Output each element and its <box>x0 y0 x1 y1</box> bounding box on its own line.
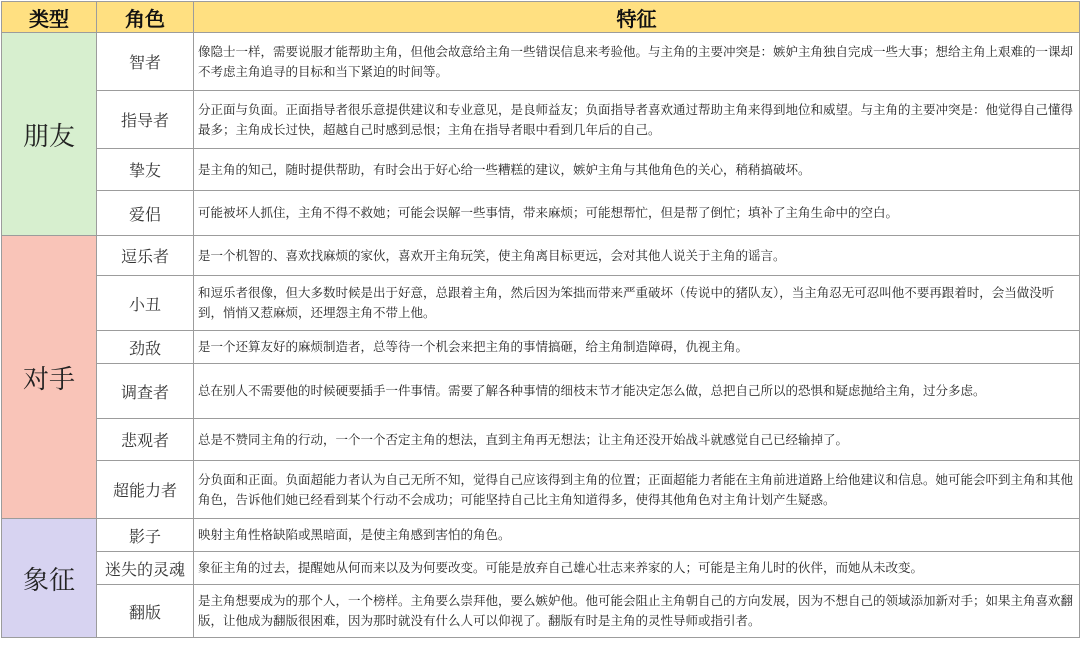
table-row <box>2 149 1080 191</box>
table-row <box>2 364 1080 419</box>
role-cell: 迷失的灵魂 <box>97 552 194 585</box>
feature-cell: 是主角想要成为的那个人，一个榜样。主角要么崇拜他，要么嫉妒他。他可能会阻止主角朝自己的方向发展，因为不想自己的领域添加新对手；如果主角喜欢翻版，让他成为翻版很困难，因为那时就没有什么人可以仰视了。翻版有时是主角的灵性导师或指引者。 <box>194 585 1080 638</box>
table-row <box>2 552 1080 585</box>
role-cell: 挚友 <box>97 149 194 191</box>
feature-cell: 总在别人不需要他的时候硬要插手一件事情。需要了解各种事情的细枝末节才能决定怎么做，总把自己所以的恐惧和疑虑抛给主角，过分多虑。 <box>194 364 1080 419</box>
feature-cell: 可能被坏人抓住，主角不得不救她；可能会误解一些事情，带来麻烦；可能想帮忙，但是帮了倒忙；填补了主角生命中的空白。 <box>194 191 1080 236</box>
table-row <box>2 331 1080 364</box>
role-cell: 超能力者 <box>97 461 194 519</box>
table-row <box>2 419 1080 461</box>
feature-cell: 像隐士一样，需要说服才能帮助主角，但他会故意给主角一些错误信息来考验他。与主角的主要冲突是：嫉妒主角独自完成一些大事；想给主角上艰难的一课却不考虑主角追寻的目标和当下紧迫的时间等。 <box>194 33 1080 91</box>
table-row <box>2 519 1080 552</box>
role-cell: 影子 <box>97 519 194 552</box>
feature-cell: 总是不赞同主角的行动，一个一个否定主角的想法，直到主角再无想法；让主角还没开始战斗就感觉自己已经输掉了。 <box>194 419 1080 461</box>
table-row <box>2 461 1080 519</box>
role-cell: 爱侣 <box>97 191 194 236</box>
table-row <box>2 33 1080 91</box>
feature-cell: 分负面和正面。负面超能力者认为自己无所不知，觉得自己应该得到主角的位置；正面超能力者能在主角前进道路上给他建议和信息。她可能会吓到主角和其他角色，告诉他们她已经看到某个行动不会成功；可能坚持自己比主角知道得多，使得其他角色对主角计划产生疑惑。 <box>194 461 1080 519</box>
type-cell-symbol: 象征 <box>2 519 97 638</box>
role-cell: 悲观者 <box>97 419 194 461</box>
feature-cell: 映射主角性格缺陷或黑暗面，是使主角感到害怕的角色。 <box>194 519 1080 552</box>
feature-cell: 象征主角的过去，提醒她从何而来以及为何要改变。可能是放弃自己雄心壮志来养家的人；可能是主角儿时的伙伴，而她从未改变。 <box>194 552 1080 585</box>
table-row <box>2 585 1080 638</box>
role-cell: 指导者 <box>97 91 194 149</box>
role-cell: 劲敌 <box>97 331 194 364</box>
type-cell-rival: 对手 <box>2 236 97 519</box>
feature-cell: 是一个机智的、喜欢找麻烦的家伙，喜欢开主角玩笑，使主角离目标更远，会对其他人说关于主角的谣言。 <box>194 236 1080 276</box>
type-cell-friend: 朋友 <box>2 33 97 236</box>
table-row <box>2 91 1080 149</box>
header-feature: 特征 <box>194 2 1080 33</box>
role-cell: 逗乐者 <box>97 236 194 276</box>
role-cell: 调查者 <box>97 364 194 419</box>
feature-cell: 分正面与负面。正面指导者很乐意提供建议和专业意见，是良师益友；负面指导者喜欢通过帮助主角来得到地位和威望。与主角的主要冲突是：他觉得自己懂得最多；主角成长过快，超越自己时感到忌恨；主角在指导者眼中看到几年后的自己。 <box>194 91 1080 149</box>
table-row <box>2 236 1080 276</box>
header-row <box>2 2 1080 33</box>
feature-cell: 是主角的知己，随时提供帮助，有时会出于好心给一些糟糕的建议，嫉妒主角与其他角色的关心，稍稍搞破坏。 <box>194 149 1080 191</box>
feature-cell: 和逗乐者很像，但大多数时候是出于好意，总跟着主角，然后因为笨拙而带来严重破坏（传说中的猪队友），当主角忍无可忍叫他不要再跟着时，会当做没听到，悄悄又惹麻烦，还埋怨主角不带上他。 <box>194 276 1080 331</box>
header-role: 角色 <box>97 2 194 33</box>
header-type: 类型 <box>2 2 97 33</box>
role-cell: 小丑 <box>97 276 194 331</box>
character-table <box>1 1 1080 638</box>
role-cell: 智者 <box>97 33 194 91</box>
table-row <box>2 191 1080 236</box>
table-row <box>2 276 1080 331</box>
feature-cell: 是一个还算友好的麻烦制造者，总等待一个机会来把主角的事情搞砸，给主角制造障碍，仇视主角。 <box>194 331 1080 364</box>
role-cell: 翻版 <box>97 585 194 638</box>
